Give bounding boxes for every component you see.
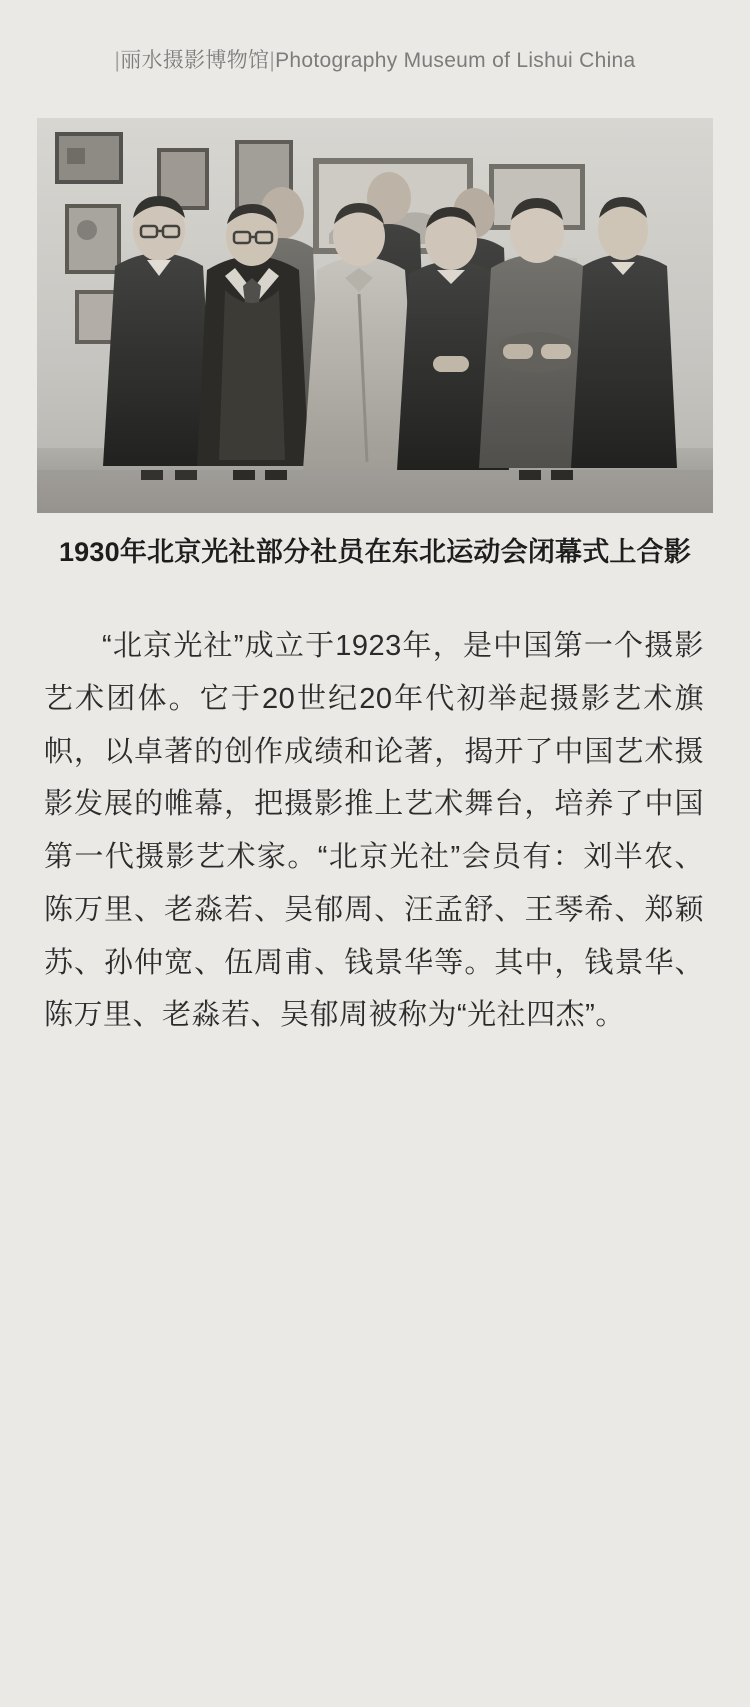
photo-container — [37, 118, 713, 513]
header-title-cn: 丽水摄影博物馆 — [120, 49, 270, 72]
header-separator-mid: | — [269, 49, 276, 72]
header-title-en: Photography Museum of Lishui China — [275, 49, 636, 72]
header-separator-left: | — [114, 49, 121, 72]
article-paragraph: “北京光社”成立于1923年，是中国第一个摄影艺术团体。它于20世纪20年代初举起摄影艺术旗帜，以卓著的创作成绩和论著，揭开了中国艺术摄影发展的帷幕，把摄影推上艺术舞台，培养了中国第一代摄影艺术家。“北京光社”会员有：刘半农、陈万里、老淼若、吴郁周、汪孟舒、王琴希、郑颖苏、孙仲宽、伍周甫、钱景华等。其中，钱景华、陈万里、老淼若、吴郁周被称为“光社四杰”。 — [44, 630, 704, 1032]
photo-caption: 1930年北京光社部分社员在东北运动会闭幕式上合影 — [58, 537, 692, 567]
historic-group-photo — [37, 118, 713, 513]
site-header — [0, 0, 750, 74]
